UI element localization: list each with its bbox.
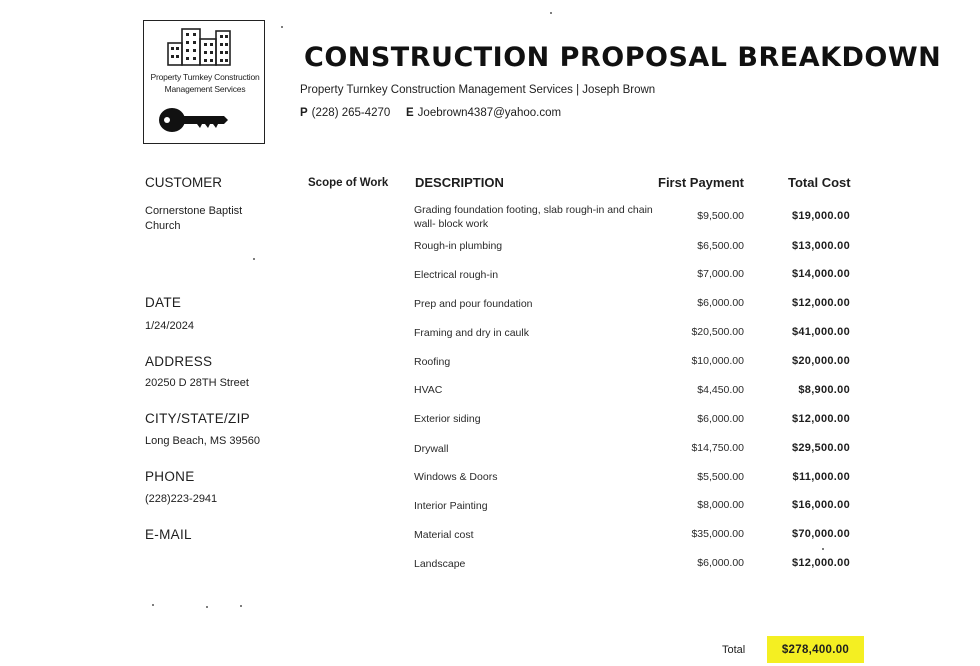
phone-prefix: P bbox=[300, 107, 308, 119]
row-description: HVAC bbox=[414, 384, 443, 396]
customer-header: CUSTOMER bbox=[145, 175, 223, 190]
row-description: Framing and dry in caulk bbox=[414, 327, 529, 339]
row-total-cost: $13,000.00 bbox=[791, 240, 850, 252]
key-icon bbox=[158, 105, 230, 135]
total-cost-header: Total Cost bbox=[788, 175, 851, 190]
city-state-zip-value: Long Beach, MS 39560 bbox=[145, 435, 260, 447]
row-description: Roofing bbox=[414, 356, 451, 368]
row-description: Exterior siding bbox=[414, 413, 481, 425]
logo-line-1: Property Turnkey Construction bbox=[150, 72, 260, 82]
date-label: DATE bbox=[145, 295, 182, 310]
email-prefix: E bbox=[406, 107, 414, 119]
address-label: ADDRESS bbox=[145, 354, 213, 369]
scan-speck bbox=[281, 26, 283, 28]
company-email bbox=[406, 107, 561, 119]
customer-name: Cornerstone Baptist Church bbox=[145, 205, 243, 232]
buildings-icon bbox=[166, 27, 246, 67]
row-first-payment: $20,500.00 bbox=[691, 326, 744, 338]
row-description: Prep and pour foundation bbox=[414, 298, 533, 310]
row-first-payment: $9,500.00 bbox=[697, 210, 744, 222]
row-description: Electrical rough-in bbox=[414, 269, 499, 281]
scan-speck bbox=[822, 548, 824, 550]
description-header: DESCRIPTION bbox=[415, 175, 504, 190]
email-address: Joebrown4387@yahoo.com bbox=[417, 107, 562, 119]
row-first-payment: $5,500.00 bbox=[697, 471, 744, 483]
row-total-cost: $20,000.00 bbox=[791, 355, 850, 367]
row-first-payment: $6,000.00 bbox=[697, 557, 744, 569]
row-first-payment: $4,450.00 bbox=[697, 384, 744, 396]
address-value: 20250 D 28TH Street bbox=[145, 377, 249, 389]
scan-speck bbox=[206, 606, 208, 608]
row-total-cost: $12,000.00 bbox=[791, 557, 850, 569]
first-payment-header: First Payment bbox=[658, 175, 744, 190]
row-total-cost: $19,000.00 bbox=[791, 210, 850, 222]
row-total-cost: $41,000.00 bbox=[791, 326, 850, 338]
row-description: Drywall bbox=[414, 443, 449, 455]
scan-speck bbox=[550, 12, 552, 14]
company-phone bbox=[300, 107, 390, 119]
row-first-payment: $6,000.00 bbox=[697, 413, 744, 425]
scan-speck bbox=[253, 258, 255, 260]
logo-text bbox=[148, 71, 262, 95]
row-total-cost: $29,500.00 bbox=[791, 442, 850, 454]
row-first-payment: $35,000.00 bbox=[691, 528, 744, 540]
city-state-zip-label: CITY/STATE/ZIP bbox=[145, 411, 250, 426]
row-total-cost: $14,000.00 bbox=[791, 268, 850, 280]
row-description: Rough-in plumbing bbox=[414, 240, 503, 252]
date-value: 1/24/2024 bbox=[145, 320, 194, 332]
row-first-payment: $10,000.00 bbox=[691, 355, 744, 367]
total-label: Total bbox=[722, 644, 746, 656]
row-description: Interior Painting bbox=[414, 500, 488, 512]
row-total-cost: $16,000.00 bbox=[791, 499, 850, 511]
row-first-payment: $14,750.00 bbox=[691, 442, 744, 454]
row-first-payment: $6,000.00 bbox=[697, 297, 744, 309]
row-description: Windows & Doors bbox=[414, 471, 498, 483]
company-logo bbox=[143, 20, 265, 144]
row-description: Landscape bbox=[414, 558, 466, 570]
row-description: Material cost bbox=[414, 529, 474, 541]
row-total-cost: $11,000.00 bbox=[792, 471, 850, 483]
scope-header: Scope of Work bbox=[308, 177, 389, 189]
row-description: Grading foundation footing, slab rough-in and chain wall- block work bbox=[414, 204, 653, 230]
row-first-payment: $7,000.00 bbox=[697, 268, 744, 280]
row-total-cost: $70,000.00 bbox=[791, 528, 850, 540]
row-first-payment: $8,000.00 bbox=[697, 499, 744, 511]
scan-speck bbox=[152, 604, 154, 606]
phone-label: PHONE bbox=[145, 469, 195, 484]
row-total-cost: $12,000.00 bbox=[791, 297, 850, 309]
row-total-cost: $8,900.00 bbox=[798, 384, 850, 396]
phone-value: (228)223-2941 bbox=[145, 493, 218, 505]
row-first-payment: $6,500.00 bbox=[697, 240, 744, 252]
company-subtitle: Property Turnkey Construction Management Services | Joseph Brown bbox=[300, 84, 656, 96]
grand-total-value: $278,400.00 bbox=[767, 636, 864, 663]
scan-speck bbox=[240, 605, 242, 607]
email-label: E-MAIL bbox=[145, 527, 192, 542]
logo-line-2: Management Services bbox=[164, 84, 246, 94]
page-title: CONSTRUCTION PROPOSAL BREAKDOWN bbox=[304, 42, 942, 73]
row-total-cost: $12,000.00 bbox=[791, 413, 850, 425]
phone-number: (228) 265-4270 bbox=[311, 107, 391, 119]
